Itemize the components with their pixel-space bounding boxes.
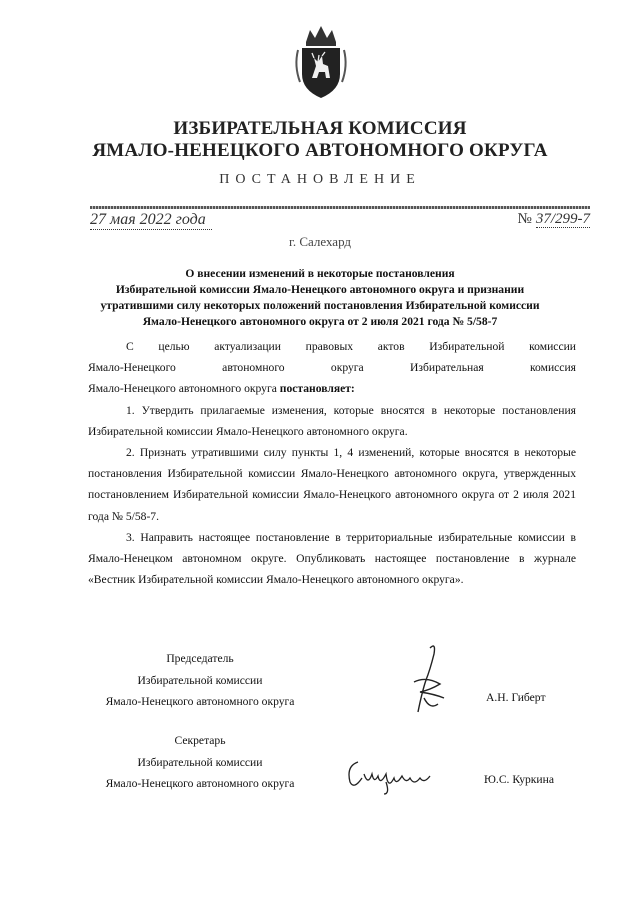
header-rule: [90, 206, 590, 209]
signatory-role: Секретарь: [174, 734, 226, 747]
item-3: 3. Направить настоящее постановление в территориальные избирательные комиссии в Ямало-Ненецком автономном округе. Опубликовать настоящее постановление в журнале «Вестник Избирательной комиссии Ямало-Ненецкого автономного округа».: [88, 530, 576, 587]
number-prefix: №: [517, 211, 532, 227]
document-title: [80, 266, 560, 330]
title-line: Ямало-Ненецкого автономного округа от 2 июля 2021 года № 5/58-7: [142, 315, 498, 328]
title-line: утратившими силу некоторых положений постановления Избирательной комиссии: [100, 299, 540, 312]
title-line: О внесении изменений в некоторые постановления: [185, 267, 455, 280]
org-name-line2: ЯМАЛО-НЕНЕЦКОГО АВТОНОМНОГО ОКРУГА: [92, 140, 548, 161]
signatory-role: Председатель: [166, 652, 234, 665]
document-type: ПОСТАНОВЛЕНИЕ: [219, 172, 421, 187]
org-name-line1: ИЗБИРАТЕЛЬНАЯ КОМИССИЯ: [173, 118, 467, 139]
document-number: [518, 211, 590, 228]
document-body: [88, 336, 576, 590]
signatory-1-title: [90, 648, 310, 713]
signature-1-image: [400, 640, 460, 720]
signature-2-image: [340, 756, 450, 796]
date-number-line: [90, 206, 590, 230]
signatory-2-title: [90, 730, 310, 795]
signatory-org: Избирательной комиссии: [137, 755, 263, 769]
signatory-org: Ямало-Ненецкого автономного округа: [105, 777, 295, 790]
number-value: 37/299-7: [535, 211, 590, 227]
document-date: 27 мая 2022 года: [90, 211, 212, 230]
intro-text: Ямало-Ненецкого автономного округа: [88, 382, 277, 396]
item-1: 1. Утвердить прилагаемые изменения, которые вносятся в некоторые постановления Избирательной комиссии Ямало-Ненецкого автономного округа.: [88, 403, 576, 438]
signatory-1-name: А.Н. Гиберт: [486, 691, 546, 704]
title-line: Избирательной комиссии Ямало-Ненецкого автономного округа и признании: [115, 283, 525, 296]
signatory-org: Ямало-Ненецкого автономного округа: [105, 695, 295, 708]
intro-line2: Ямало-Ненецкого автономного округа Избирательная комиссия: [88, 361, 576, 375]
signatory-org: Избирательной комиссии: [137, 673, 263, 687]
coat-of-arms-icon: [292, 22, 350, 100]
item-2: 2. Признать утратившими силу пункты 1, 4 изменений, которые вносятся в некоторые постановления Избирательной комиссии Ямало-Ненецкого автономного округа, утвержденных постановлением Избирательной комиссии Ямало-Ненецкого автономного округа от 2 июля 2021 года № 5/58-7.: [88, 446, 576, 523]
intro-line1: С целью актуализации правовых актов Избирательной комиссии: [126, 340, 576, 353]
city: г. Салехард: [288, 234, 352, 249]
intro-verb: постановляет:: [279, 382, 355, 396]
signatory-2-name: Ю.С. Куркина: [484, 773, 554, 786]
intro-line3: [88, 378, 576, 399]
